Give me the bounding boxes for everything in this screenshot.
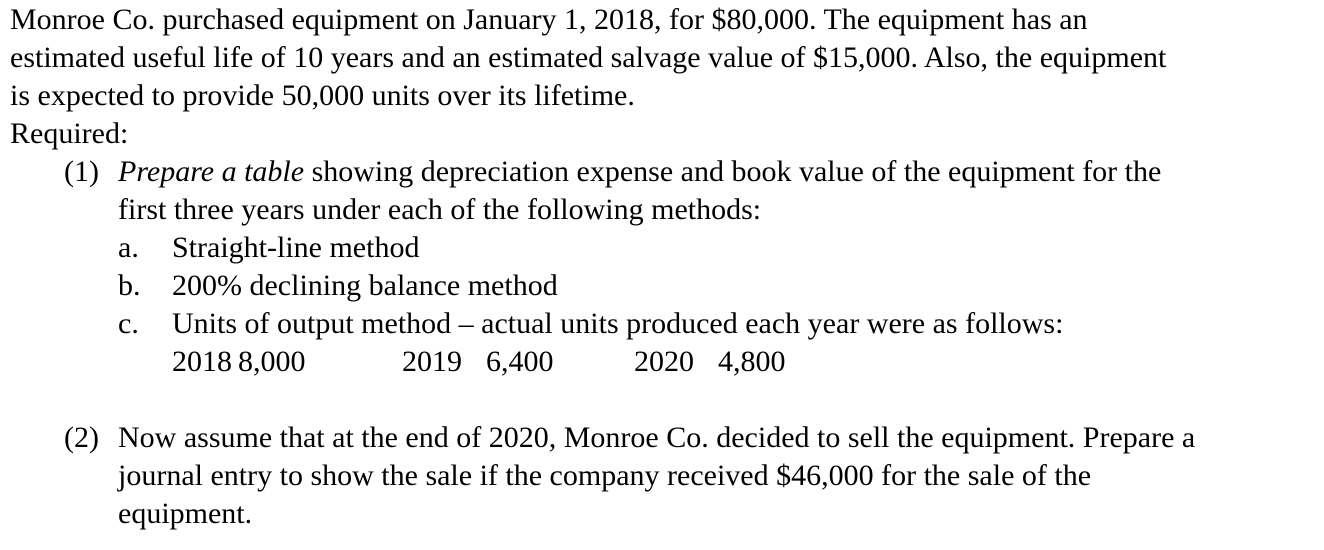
intro-line-3: is expected to provide 50,000 units over its lifetime. <box>10 79 635 112</box>
units-2020-value: 4,800 <box>718 345 786 378</box>
part1-line-1 <box>118 153 1161 191</box>
units-2018-year: 2018 <box>172 345 232 378</box>
method-a-text: Straight-line method <box>172 231 420 264</box>
method-b-letter: b. <box>118 269 141 302</box>
part1-line-2: first three years under each of the following methods: <box>118 193 762 226</box>
required-heading: Required: <box>10 117 129 150</box>
method-b-text: 200% declining balance method <box>172 269 558 302</box>
units-2018-value: 8,000 <box>238 345 306 378</box>
part1-emphasis: Prepare a table <box>118 155 305 188</box>
part2-line-1: Now assume that at the end of 2020, Monroe Co. decided to sell the equipment. Prepare a <box>118 421 1196 454</box>
intro-line-2: estimated useful life of 10 years and an estimated salvage value of $15,000. Also, the equipment <box>10 41 1167 74</box>
units-2019-value: 6,400 <box>486 345 554 378</box>
units-2020-year: 2020 <box>634 345 694 378</box>
part2-number: (2) <box>64 421 99 454</box>
method-c-text: Units of output method – actual units produced each year were as follows: <box>172 307 1064 340</box>
part2-line-3: equipment. <box>118 497 253 530</box>
units-2019-year: 2019 <box>402 345 462 378</box>
method-a-letter: a. <box>118 231 139 264</box>
intro-line-1: Monroe Co. purchased equipment on January 1, 2018, for $80,000. The equipment has an <box>10 3 1088 36</box>
part1-number: (1) <box>64 155 99 188</box>
method-c-letter: c. <box>118 307 139 340</box>
part2-line-2: journal entry to show the sale if the company received $46,000 for the sale of the <box>118 459 1092 492</box>
part1-line-1-rest: showing depreciation expense and book value of the equipment for the <box>304 155 1162 188</box>
